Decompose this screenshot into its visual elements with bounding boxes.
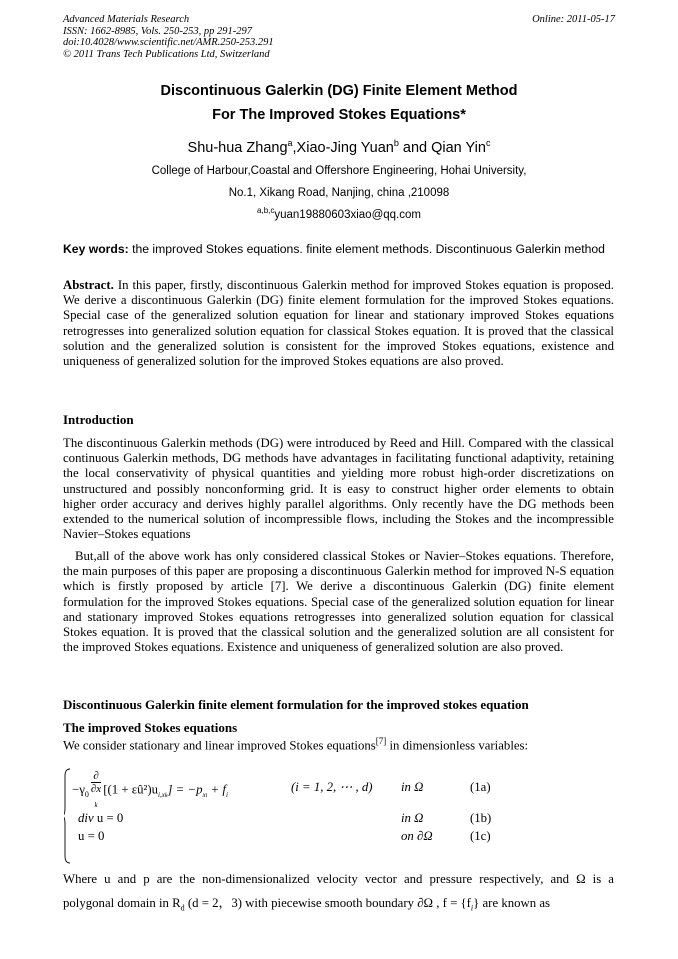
introduction-heading: Introduction (63, 412, 134, 427)
equation-1b-domain: in Ω (401, 811, 424, 825)
eq1-gamma: −γ (72, 782, 85, 797)
authors (0, 138, 678, 156)
paper-title-line1: Discontinuous Galerkin (DG) Finite Element Method (160, 83, 518, 99)
eq1-mid-sub: i,x (158, 791, 165, 800)
eq1-rhs: ] = −p (167, 782, 203, 797)
intro-paragraph-1: The discontinuous Galerkin methods (DG) were introduced by Reed and Hill. Compared with the classical continuous Galerkin methods, DG methods have advantages in facilitating functional adaptivity, retaining the local conservativity of physical quantities and yielding more robust high-order discretizations on unstructured and possibly nonconforming grid. It is easy to construct higher order elements to obtain higher order accuracy and derives highly parallel algorithms. Only recently have the DG methods been extended to the numerical solution of incompressible flows, including the Stokes and the incompressible Navier–Stokes equations (63, 436, 614, 542)
eq1-dx: ∂x (90, 783, 102, 795)
consider-tail: in dimensionless variables: (386, 738, 529, 753)
author-1: Shu-hua Zhang (187, 139, 288, 156)
paper-title-line2: For The Improved Stokes Equations* (212, 107, 466, 123)
equation-1c-label: (1c) (470, 829, 491, 843)
where-line-2-end: } are known as (473, 896, 551, 910)
equation-1b (78, 811, 123, 826)
eq1-partial: ∂ (91, 770, 101, 783)
equation-1a-range: (i = 1, 2, ⋯ , d) (291, 780, 373, 794)
eq1-gamma-sub: 0 (84, 790, 89, 800)
journal-name: Advanced Materials Research (63, 14, 190, 25)
consider-line (63, 736, 614, 753)
equation-1c: u = 0 (78, 829, 105, 843)
online-date: Online: 2011-05-17 (532, 14, 615, 25)
author-2-sup: b (393, 138, 399, 148)
email-line (0, 206, 678, 221)
eq1-f: + f (207, 782, 226, 797)
consider-citation[interactable]: [7] (375, 736, 387, 746)
eq1-dx-wrap (91, 783, 101, 811)
equation-1a (72, 770, 228, 811)
where-r-sub: d (180, 903, 185, 913)
copyright: © 2011 Trans Tech Publications Ltd, Switzerland (63, 48, 270, 60)
intro-paragraph-2: But,all of the above work has only considered classical Stokes or Navier–Stokes equations. Therefore, the main purposes of this paper are proposing a discontinuous Galerkin method for improved N-S equation which is firstly proposed by article [7]. We derive a discontinuous Galerkin (DG) finite element formulation for the improved Stokes equations. Special case of the generalized solution equation for linear and stationary improved Stokes equations retrogresses into generalized solution equation for classical Stokes equation. It is proved that the classical solution and the generalized solution are all consistent for the improved Stokes equations. Existence and uniqueness of generalized solution are also proved. (63, 549, 614, 655)
keywords-text: the improved Stokes equations. finite element methods. Discontinuous Galerkin method (128, 242, 605, 256)
where-f-sub: i (470, 903, 474, 913)
equation-1c-domain: on ∂Ω (401, 829, 433, 843)
abstract-text: In this paper, firstly, discontinuous Galerkin method for improved Stokes equation is proposed. We derive a discontinuous Galerkin (DG) finite element formulation for the improved Stokes equations. Special case of the generalized solution equation for linear and stationary improved Stokes equations retrogresses into generalized solution equation for classical Stokes equation. It is proved that the classical solution and the generalized solution is consistent for the improved Stokes equations, existence and uniqueness of generalized solution for the improved Stokes equations are also proved. (63, 278, 614, 369)
author-2: ,Xiao-Jing Yuan (292, 139, 394, 156)
author-3-sup: c (485, 138, 491, 148)
where-line-1: Where u and p are the non-dimensionalized velocity vector and pressure respectively, and Ω is a (63, 872, 614, 886)
author-3: and Qian Yin (398, 139, 486, 156)
eq2-div: div (78, 811, 94, 825)
consider-text: We consider stationary and linear improved Stokes equations (63, 738, 376, 753)
abstract (63, 278, 614, 369)
eq1-f-sub: i (225, 791, 228, 800)
where-line-2 (63, 892, 614, 913)
equation-1b-label: (1b) (470, 811, 492, 825)
email-sup: a,b,c (257, 206, 275, 215)
author-1-sup: a (287, 138, 293, 148)
subsection-heading: The improved Stokes equations (63, 720, 238, 735)
eq1-mid: [(1 + εû²)u (103, 782, 159, 797)
eq1-p-sub: x (202, 791, 206, 800)
equation-1a-label: (1a) (470, 780, 491, 794)
eq1-p-subsub: i (205, 793, 208, 800)
where-line-2-text: polygonal domain in R (63, 896, 181, 910)
doi: doi:10.4028/www.scientific.net/AMR.250-253.291 (63, 37, 274, 48)
where-line-2-tail: (d = 2，3) with piecewise smooth boundary ∂Ω , f = {f (184, 896, 471, 910)
issn: ISSN: 1662-8985, Vols. 250-253, pp 291-297 (63, 25, 252, 37)
dg-section-heading: Discontinuous Galerkin finite element formulation for the improved stokes equation (63, 697, 529, 712)
abstract-label: Abstract. (63, 278, 114, 292)
eq1-derivative (91, 770, 101, 811)
equation-1a-domain: in Ω (401, 780, 424, 794)
journal-header (63, 14, 274, 60)
keywords-label: Key words: (63, 242, 129, 256)
email-address[interactable]: yuan19880603xiao@qq.com (274, 208, 421, 221)
eq1-dx-sub: k (94, 801, 98, 810)
eq1-mid-subsub: k (164, 793, 168, 800)
keywords (63, 242, 614, 257)
equation-brace-icon (64, 768, 70, 864)
eq2-body: u = 0 (93, 811, 124, 825)
affiliation-line2: No.1, Xikang Road, Nanjing, china ,210098 (228, 187, 450, 199)
affiliation-line1: College of Harbour,Coastal and Offershore Engineering, Hohai University, (151, 165, 527, 177)
